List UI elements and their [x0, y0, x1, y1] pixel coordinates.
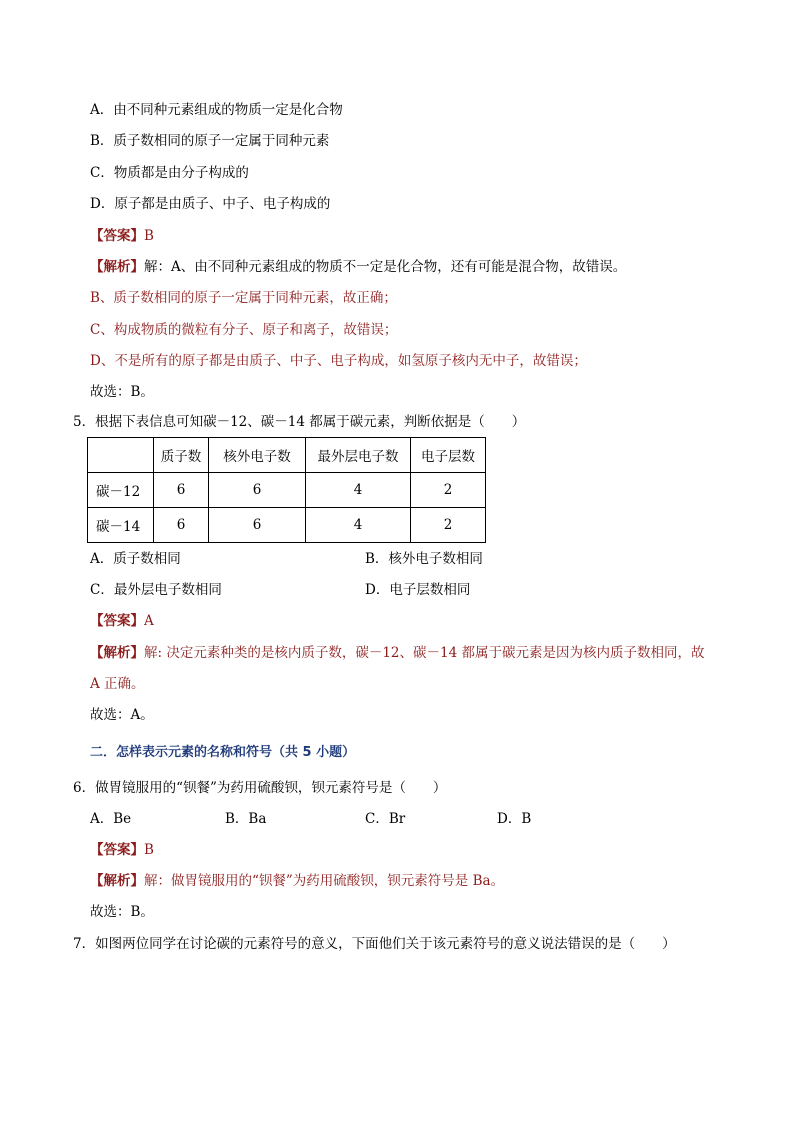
table-header-cell: 核外电子数 — [209, 438, 306, 473]
table-row — [88, 508, 486, 543]
table-header-row — [88, 438, 486, 473]
table-cell: 4 — [306, 473, 411, 508]
table-cell: 碳－14 — [88, 508, 154, 543]
q5-conclusion: 故选：A。 — [90, 707, 154, 723]
q4-analysis-line-1 — [90, 257, 626, 277]
q7-stem: 7．如图两位同学在讨论碳的元素符号的意义，下面他们关于该元素符号的意义说法错误的是（ ） — [73, 936, 676, 952]
analysis-tag: 【解析】 — [90, 873, 144, 889]
answer-value: B — [144, 228, 154, 244]
q4-answer — [90, 226, 154, 246]
table-cell: 2 — [411, 508, 486, 543]
answer-tag: 【答案】 — [90, 842, 144, 858]
answer-value: A — [144, 613, 154, 629]
q5-option-d: D．电子层数相同 — [365, 582, 471, 598]
table-row — [88, 473, 486, 508]
q4-analysis-line-4: D、不是所有的原子都是由质子、中子、电子构成，如氢原子核内无中子，故错误； — [90, 353, 587, 369]
q6-stem: 6．做胃镜服用的“钡餐”为药用硫酸钡，钡元素符号是（ ） — [73, 780, 447, 796]
answer-tag: 【答案】 — [90, 613, 144, 629]
answer-tag: 【答案】 — [90, 228, 144, 244]
table-header-cell: 最外层电子数 — [306, 438, 411, 473]
q6-option-d: D．B — [497, 811, 532, 827]
table-header-cell: 质子数 — [154, 438, 209, 473]
q5-option-a: A．质子数相同 — [90, 551, 181, 567]
q6-conclusion: 故选：B。 — [90, 904, 154, 920]
q5-option-b: B．核外电子数相同 — [365, 551, 483, 567]
table-cell: 6 — [209, 508, 306, 543]
q6-option-c: C．Br — [365, 811, 406, 827]
table-cell: 6 — [209, 473, 306, 508]
answer-value: B — [144, 842, 154, 858]
table-cell: 4 — [306, 508, 411, 543]
analysis-tag: 【解析】 — [90, 645, 144, 661]
q5-option-c: C．最外层电子数相同 — [90, 582, 222, 598]
table-cell: 6 — [154, 508, 209, 543]
table-cell: 碳－12 — [88, 473, 154, 508]
q5-analysis-line-2: A 正确。 — [90, 676, 145, 692]
q6-option-a: A．Be — [90, 811, 132, 827]
q5-info-table — [87, 437, 486, 543]
q4-analysis-line-3: C、构成物质的微粒有分子、原子和离子，故错误； — [90, 322, 398, 338]
q4-conclusion: 故选：B。 — [90, 384, 154, 400]
q6-answer — [90, 840, 154, 860]
q4-option-d: D．原子都是由质子、中子、电子构成的 — [90, 196, 331, 212]
table-header-cell — [88, 438, 154, 473]
analysis-text: 解: 决定元素种类的是核内质子数，碳－12、碳－14 都属于碳元素是因为核内质子数相同，故 — [144, 645, 705, 661]
table-header-cell: 电子层数 — [411, 438, 486, 473]
analysis-text: 解：做胃镜服用的“钡餐”为药用硫酸钡，钡元素符号是 Ba。 — [144, 873, 505, 889]
q4-analysis-line-2: B、质子数相同的原子一定属于同种元素，故正确； — [90, 290, 397, 306]
q4-option-b: B．质子数相同的原子一定属于同种元素 — [90, 133, 330, 149]
q6-option-b: B．Ba — [225, 811, 267, 827]
q4-option-a: A．由不同种元素组成的物质一定是化合物 — [90, 102, 343, 118]
q4-option-c: C．物质都是由分子构成的 — [90, 165, 249, 181]
analysis-text: 解：A、由不同种元素组成的物质不一定是化合物，还有可能是混合物，故错误。 — [144, 259, 627, 275]
q5-analysis-line-1 — [90, 643, 705, 663]
q5-stem: 5．根据下表信息可知碳－12、碳－14 都属于碳元素，判断依据是（ ） — [73, 414, 526, 430]
q6-analysis-line-1 — [90, 871, 504, 891]
analysis-tag: 【解析】 — [90, 259, 144, 275]
section-title: 二．怎样表示元素的名称和符号（共 5 小题） — [90, 745, 356, 760]
q5-answer — [90, 611, 154, 631]
table-cell: 6 — [154, 473, 209, 508]
table-cell: 2 — [411, 473, 486, 508]
